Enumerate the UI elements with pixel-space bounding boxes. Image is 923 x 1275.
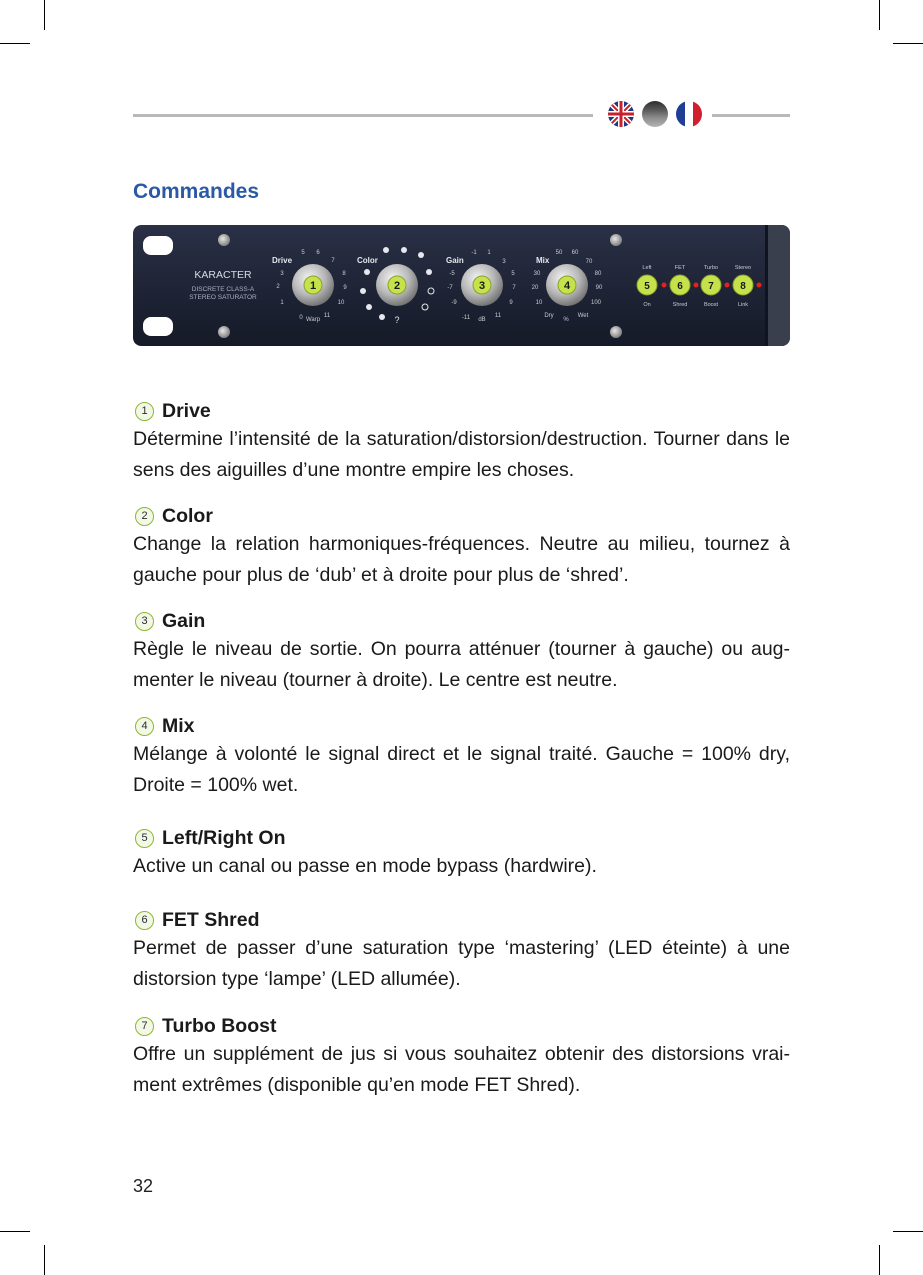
page-number: 32 (133, 1176, 154, 1196)
gain-scale-m7: -7 (447, 285, 453, 291)
control-item-turbo-boost (133, 1014, 790, 1101)
rack-slot (143, 236, 173, 255)
gain-scale-m5: -5 (449, 271, 455, 277)
germany-flag-icon[interactable] (642, 101, 668, 127)
drive-scale-11: 11 (323, 313, 331, 319)
crop-mark (893, 1231, 923, 1232)
crop-mark (0, 1231, 30, 1232)
control-item-drive (133, 399, 790, 486)
item-title: Gain (162, 609, 206, 632)
item-description: Permet de passer d’une saturation type ‘mastering’ (LED éteinte) à une distorsion type ‘lampe’ (LED allumée). (133, 937, 790, 990)
mix-unit: % (563, 317, 569, 323)
panel-brand: KARACTER (194, 269, 252, 281)
drive-scale-1: 1 (280, 300, 284, 306)
item-number: 2 (135, 507, 154, 526)
item-description: Mélange à volonté le signal direct et le signal traité. Gauche = 100% dry, Droite = 100% wet. (133, 743, 790, 796)
mix-scale-50: 50 (555, 250, 563, 256)
item-title: Left/Right On (162, 826, 286, 849)
panel-subtitle-2: STEREO SATURATOR (189, 294, 257, 301)
gain-scale-m1: -1 (471, 250, 477, 256)
drive-scale-2: 2 (276, 284, 280, 290)
color-label: Color (357, 256, 378, 265)
item-description: Active un canal ou passe en mode bypass (hardwire). (133, 855, 597, 877)
item-description: Règle le niveau de sortie. On pourra atténuer (tourner à gauche) ou aug-menter le niveau (tourner à droite). Le centre est neutre. (133, 638, 790, 691)
crop-mark (879, 1245, 880, 1275)
button-6-marker: 6 (677, 281, 683, 292)
led-indicator (757, 283, 762, 288)
led-indicator (694, 283, 699, 288)
crop-mark (893, 43, 923, 44)
item-title: FET Shred (162, 908, 260, 931)
gain-scale-m9: -9 (451, 300, 457, 306)
button-7-top: Turbo (703, 265, 719, 271)
control-item-left-right-on (133, 826, 790, 882)
screw-icon (218, 326, 230, 338)
button-5-bottom: On (643, 302, 651, 308)
france-flag-icon[interactable] (676, 101, 702, 127)
mix-scale-80: 80 (594, 271, 602, 277)
gain-scale-1: 1 (487, 250, 491, 256)
crop-mark (879, 0, 880, 30)
crop-mark (0, 43, 30, 44)
screw-icon (218, 234, 230, 246)
led-indicator (725, 283, 730, 288)
crop-mark (44, 0, 45, 30)
control-item-fet-shred (133, 908, 790, 995)
section-title: Commandes (133, 180, 260, 203)
control-item-mix (133, 714, 790, 801)
header-rule (133, 114, 593, 117)
front-panel-illustration (133, 225, 790, 346)
button-8-bottom: Link (737, 302, 749, 308)
drive-scale-5: 5 (301, 250, 305, 256)
color-marker: 2 (393, 280, 401, 292)
item-number: 6 (135, 911, 154, 930)
drive-label: Drive (272, 256, 293, 265)
screw-icon (610, 234, 622, 246)
drive-scale-8: 8 (342, 271, 346, 277)
header-rule (712, 114, 790, 117)
mix-label: Mix (536, 256, 550, 265)
led-indicator (662, 283, 667, 288)
mix-scale-20: 20 (531, 285, 539, 291)
mix-wet: Wet (577, 313, 589, 319)
gain-scale-7: 7 (512, 285, 516, 291)
mix-scale-90: 90 (595, 285, 603, 291)
mix-marker: 4 (563, 280, 571, 292)
item-title: Drive (162, 399, 211, 422)
mix-dry: Dry (544, 313, 554, 319)
gain-scale-3: 3 (502, 259, 506, 265)
button-7-marker: 7 (708, 281, 714, 292)
gain-scale-m11: -11 (461, 315, 471, 321)
item-title: Turbo Boost (162, 1014, 277, 1037)
drive-scale-10: 10 (337, 300, 345, 306)
svg-text:?: ? (394, 315, 400, 325)
gain-label: Gain (446, 256, 464, 265)
drive-scale-7: 7 (331, 258, 335, 264)
gain-unit: dB (478, 317, 486, 323)
item-title: Color (162, 504, 213, 527)
gain-scale-5: 5 (511, 271, 515, 277)
drive-scale-0: 0 (299, 315, 303, 321)
item-number: 5 (135, 829, 154, 848)
drive-marker: 1 (309, 280, 317, 292)
item-number: 3 (135, 612, 154, 631)
uk-flag-icon[interactable] (608, 101, 634, 127)
panel-subtitle-1: DISCRETE CLASS-A (191, 286, 255, 293)
rack-slot (143, 317, 173, 336)
button-8-marker: 8 (740, 281, 746, 292)
item-description: Change la relation harmoniques-fréquences. Neutre au milieu, tournez à gauche pour plus de ‘dub’ et à droite pour plus de ‘shred’. (133, 533, 790, 586)
crop-mark (44, 1245, 45, 1275)
item-description: Détermine l’intensité de la saturation/distorsion/destruction. Tourner dans le sens des aiguilles d’une montre empire les choses. (133, 428, 790, 481)
gain-marker: 3 (478, 280, 486, 292)
drive-scale-6: 6 (316, 250, 320, 256)
button-5-marker: 5 (644, 281, 650, 292)
item-title: Mix (162, 714, 195, 737)
gain-scale-11: 11 (494, 313, 502, 319)
item-number: 4 (135, 717, 154, 736)
mix-scale-60: 60 (571, 250, 579, 256)
drive-scale-9: 9 (343, 285, 347, 291)
item-number: 1 (135, 402, 154, 421)
drive-scale-3: 3 (280, 271, 284, 277)
button-6-bottom: Shred (672, 302, 688, 308)
item-description: Offre un supplément de jus si vous souhaitez obtenir des distorsions vrai-ment extrêmes (disponible qu’en mode FET Shred). (133, 1043, 790, 1096)
mix-scale-30: 30 (533, 271, 541, 277)
screw-icon (610, 326, 622, 338)
drive-warp: Warp (305, 317, 321, 323)
button-8-top: Stereo (734, 265, 752, 271)
item-number: 7 (135, 1017, 154, 1036)
gain-scale-9: 9 (509, 300, 513, 306)
button-5-top: Left (642, 265, 652, 271)
button-6-top: FET (674, 265, 686, 271)
mix-scale-70: 70 (585, 259, 593, 265)
mix-scale-10: 10 (535, 300, 543, 306)
mix-scale-100: 100 (590, 300, 602, 306)
button-7-bottom: Boost (703, 302, 719, 308)
control-item-gain (133, 609, 790, 696)
control-item-color (133, 504, 790, 591)
